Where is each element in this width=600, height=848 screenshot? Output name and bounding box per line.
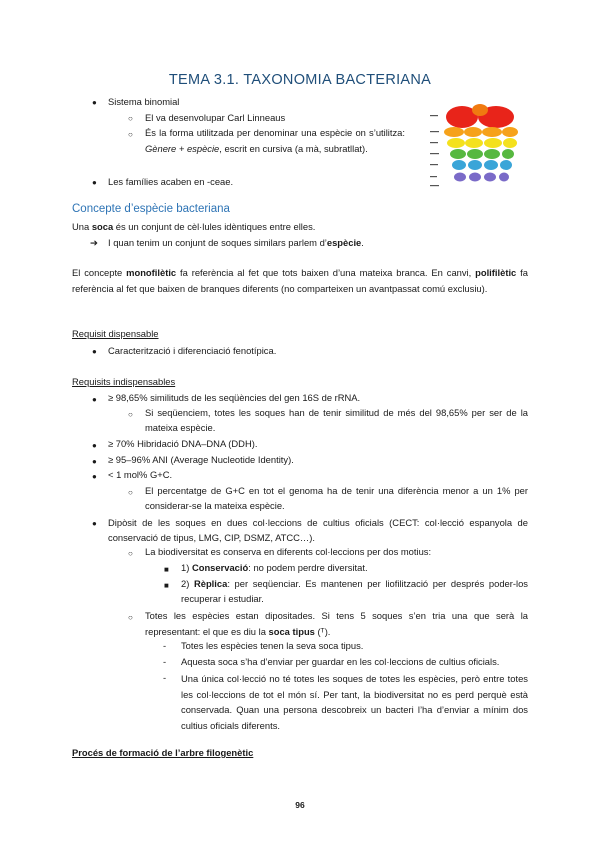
subheading: Procés de formació de l’arbre filogenètic	[72, 747, 254, 758]
page-title: TEMA 3.1. TAXONOMIA BACTERIANA	[168, 72, 432, 88]
list-item: Aquesta soca s’ha d’enviar per guardar en les col·leccions de cultius oficials.	[181, 656, 500, 667]
paragraph: El concepte monofilètic fa referència al fet que tots baixen d’una mateixa branca. En canvi, polifilètic fa referència al fet que baixen de branques diferents (no comparteixen un avantpassat comú exclusiu).	[72, 267, 528, 294]
list-item: És la forma utilitzada per denominar una espècie on s’utilitza: Gènere + espècie, escrit en cursiva (a mà, subratllat).	[145, 127, 405, 154]
circle-bullet-icon: ○	[128, 613, 133, 622]
circle-bullet-icon: ○	[128, 410, 133, 419]
list-item: ≥ 98,65% similituds de les seqüències del gen 16S de rRNA.	[108, 392, 361, 403]
page-number: 96	[295, 800, 305, 810]
list-item: ≥ 70% Hibridació DNA–DNA (DDH).	[108, 438, 258, 449]
bullet-icon: ●	[92, 178, 97, 187]
bullet-icon: ●	[92, 472, 97, 481]
dash-bullet-icon: -	[163, 656, 167, 667]
circle-bullet-icon: ○	[128, 488, 133, 497]
taxonomy-pyramid-figure	[428, 100, 528, 190]
list-item: 2) Rèplica: per seqüenciar. Es mantenen per liofilització per després poder-los recuperar i estudiar.	[181, 578, 528, 604]
bullet-icon: ●	[92, 441, 97, 450]
list-item: ≥ 95–96% ANI (Average Nucleotide Identity).	[108, 454, 294, 465]
list-item: Totes les espècies estan dipositades. Si tens 5 soques s’en tria una que serà la representant: el que es diu la soca tipus (ᵀ).	[145, 610, 528, 637]
list-item: Caracterització i diferenciació fenotípica.	[108, 345, 277, 356]
paragraph: Una soca és un conjunt de cèl·lules idèntiques entre elles.	[72, 221, 316, 232]
list-item: Les famílies acaben en -ceae.	[108, 176, 234, 187]
circle-bullet-icon: ○	[128, 130, 133, 139]
arrow-icon: ➔	[90, 237, 98, 248]
bullet-icon: ●	[92, 347, 97, 356]
square-bullet-icon: ■	[164, 581, 169, 590]
list-item: 1) Conservació: no podem perdre diversitat.	[181, 562, 368, 573]
list-item: Dipòsit de les soques en dues col·leccions de cultius oficials (CECT: col·lecció espanyola de conservació de tipus, LMG, CIP, DSMZ, ATCC…).	[108, 517, 528, 543]
subheading: Requisit dispensable	[72, 328, 159, 339]
bullet-icon: ●	[92, 519, 97, 528]
bullet-icon: ●	[92, 457, 97, 466]
list-item: Si seqüenciem, totes les soques han de tenir similitud de més del 98,65% per ser de la mateixa espècie.	[145, 407, 528, 433]
list-item: < 1 mol% G+C.	[108, 469, 173, 480]
square-bullet-icon: ■	[164, 565, 169, 574]
bullet-icon: ●	[92, 98, 97, 107]
subheading: Requisits indispensables	[72, 376, 176, 387]
paragraph: I quan tenim un conjunt de soques similars parlem d’espècie.	[108, 237, 364, 248]
list-item: Una única col·lecció no té totes les soques de totes les espècies, però entre totes les col·leccions de tot el món sí. Per tant, la biodiversitat no es perd perquè està conservada. Quan una persona descobreix un bacteri l’ha d’enviar a mínim dos cultius oficials diferents.	[181, 673, 528, 731]
list-item: El va desenvolupar Carl Linneaus	[145, 112, 286, 123]
circle-bullet-icon: ○	[128, 114, 133, 123]
dash-bullet-icon: -	[163, 672, 167, 683]
dash-bullet-icon: -	[163, 640, 167, 651]
list-item: Sistema binomial	[108, 96, 180, 107]
list-item: El percentatge de G+C en tot el genoma ha de tenir una diferència menor a un 1% per considerar-se la mateixa espècie.	[145, 485, 528, 511]
list-item: La biodiversitat es conserva en diferents col·leccions per dos motius:	[145, 546, 432, 557]
list-item: Totes les espècies tenen la seva soca tipus.	[181, 640, 364, 651]
section-heading: Concepte d’espècie bacteriana	[72, 203, 230, 215]
bullet-icon: ●	[92, 395, 97, 404]
circle-bullet-icon: ○	[128, 549, 133, 558]
